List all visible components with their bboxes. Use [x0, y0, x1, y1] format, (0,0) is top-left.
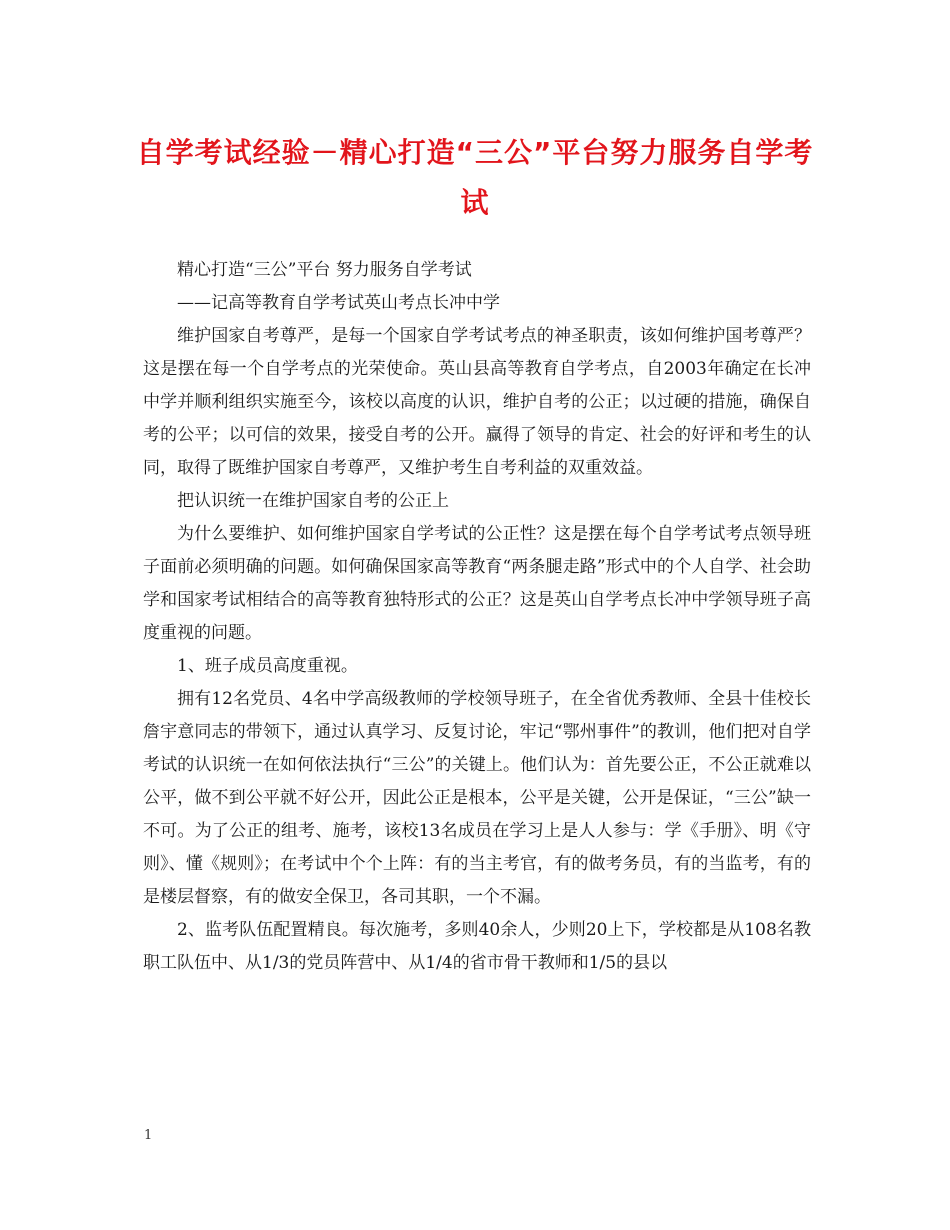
- body-paragraph: 维护国家自考尊严，是每一个国家自学考试考点的神圣职责，该如何维护国考尊严？这是摆在每一个自学考点的光荣使命。英山县高等教育自学考点，自2003年确定在长冲中学并顺利组织实施至今，该校以高度的认识，维护自考的公正；以过硬的措施，确保自考的公平；以可信的效果，接受自考的公开。赢得了领导的肯定、社会的好评和考生的认同，取得了既维护国家自考尊严，又维护考生自考利益的双重效益。: [143, 326, 811, 478]
- body-paragraph: 拥有12名党员、4名中学高级教师的学校领导班子，在全省优秀教师、全县十佳校长詹宇意同志的带领下，通过认真学习、反复讨论，牢记“鄂州事件”的教训，他们把对自学考试的认识统一在如何依法执行“三公”的关键上。他们认为：首先要公正，不公正就难以公平，做不到公平就不好公开，因此公正是根本，公平是关键，公开是保证，“三公”缺一不可。为了公正的组考、施考，该校13名成员在学习上是人人参与：学《手册》、明《守则》、懂《规则》；在考试中个个上阵：有的当主考官，有的做考务员，有的当监考，有的是楼层督察，有的做安全保卫，各司其职，一个不漏。: [143, 689, 811, 907]
- document-title: 自学考试经验－精心打造“三公”平台努力服务自学考试: [136, 136, 814, 219]
- section-heading: 把认识统一在维护国家自考的公正上: [177, 491, 449, 511]
- subtitle-byline: ——记高等教育自学考试英山考点长冲中学: [177, 293, 500, 313]
- subtitle-paragraph: 精心打造“三公”平台 努力服务自学考试: [177, 260, 472, 280]
- numbered-item: 1、班子成员高度重视。: [177, 656, 358, 676]
- body-paragraph: 为什么要维护、如何维护国家自学考试的公正性？这是摆在每个自学考试考点领导班子面前必须明确的问题。如何确保国家高等教育“两条腿走路”形式中的个人自学、社会助学和国家考试相结合的高等教育独特形式的公正？这是英山自学考点长冲中学领导班子高度重视的问题。: [143, 524, 811, 643]
- page-number: 1: [144, 1128, 153, 1143]
- numbered-item: 2、监考队伍配置精良。每次施考，多则40余人，少则20上下，学校都是从108名教职工队伍中、从1/3的党员阵营中、从1/4的省市骨干教师和1/5的县以: [143, 920, 811, 973]
- document-body: [143, 254, 811, 980]
